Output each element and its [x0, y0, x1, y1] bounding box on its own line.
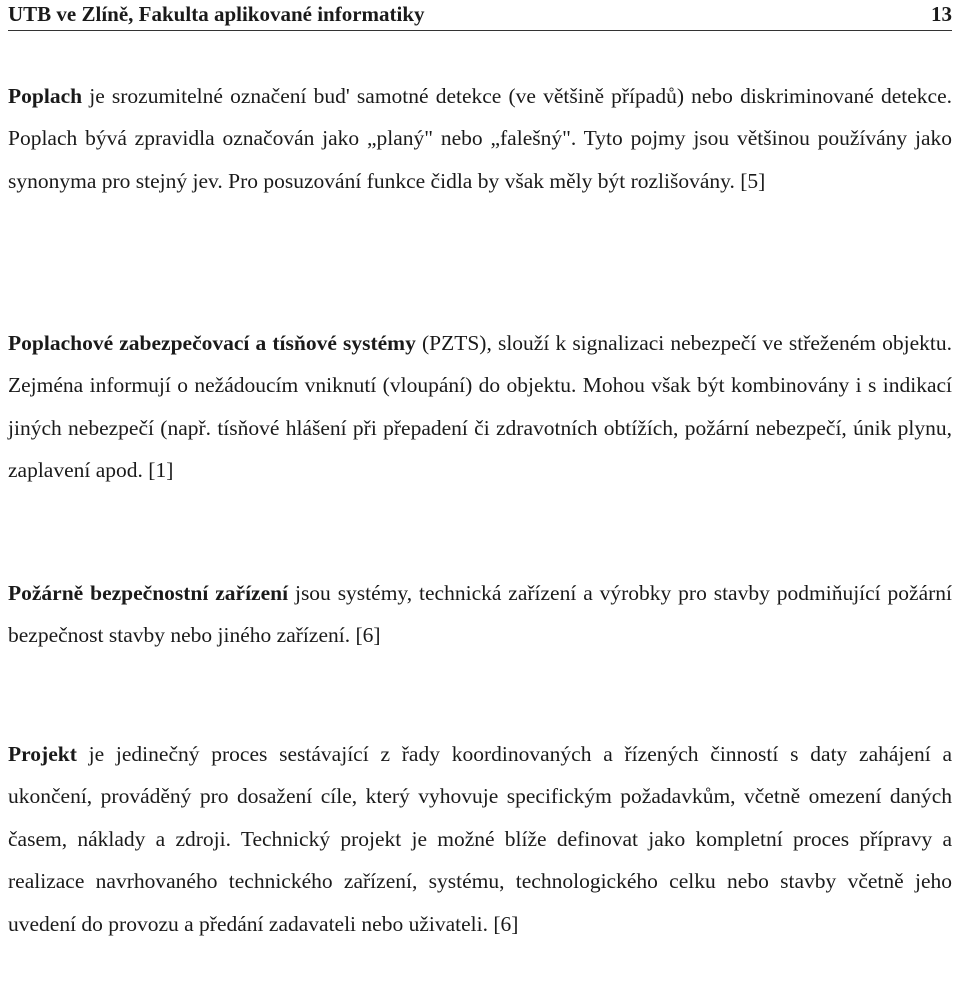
- definition-pzts: (PZTS), slouží k signalizaci nebezpečí ve střeženém objektu. Zejména informují o nežádoucím vniknutí (vloupání) do objektu. Mohou však být kombinovány i s indikací jiných nebezpečí (např. tísňové hlášení při přepadení či zdravotních obtížích, požární nebezpečí, únik plynu, zaplavení apod. [1]: [8, 331, 952, 483]
- term-projekt: Projekt: [8, 742, 77, 766]
- paragraph-pzts: [8, 322, 952, 492]
- page-number: 13: [931, 2, 952, 26]
- header-title: UTB ve Zlíně, Fakulta aplikované informatiky: [8, 2, 425, 26]
- paragraph-poplach: [8, 75, 952, 202]
- definition-pbz: jsou systémy, technická zařízení a výrobky pro stavby podmiňující požární bezpečnost stavby nebo jiného zařízení. [6]: [8, 581, 953, 648]
- term-pbz: Požárně bezpečnostní zařízení: [8, 581, 289, 605]
- definition-poplach: je srozumitelné označení bud' samotné detekce (ve většině případů) nebo diskriminované detekce. Poplach bývá zpravidla označován jako „planý" nebo „falešný". Tyto pojmy jsou většinou používány jako synonyma pro stejný jev. Pro posuzování funkce čidla by však měly být rozlišovány. [5]: [8, 84, 952, 193]
- paragraph-projekt: [8, 733, 952, 945]
- definition-projekt: je jedinečný proces sestávající z řady koordinovaných a řízených činností s daty zahájení a ukončení, prováděný pro dosažení cíle, který vyhovuje specifickým požadavkům, včetně omezení daných časem, náklady a zdroji. Technický projekt je možné blíže definovat jako kompletní proces přípravy a realizace navrhovaného technického zařízení, systému, technologického celku nebo stavby včetně jeho uvedení do provozu a předání zadavateli nebo uživateli. [6]: [8, 742, 952, 936]
- term-pzts: Poplachové zabezpečovací a tísňové systémy: [8, 331, 416, 355]
- document-page: [8, 0, 953, 936]
- term-poplach: Poplach: [8, 84, 83, 108]
- paragraph-pbz: [8, 572, 952, 657]
- page-header: [8, 0, 952, 31]
